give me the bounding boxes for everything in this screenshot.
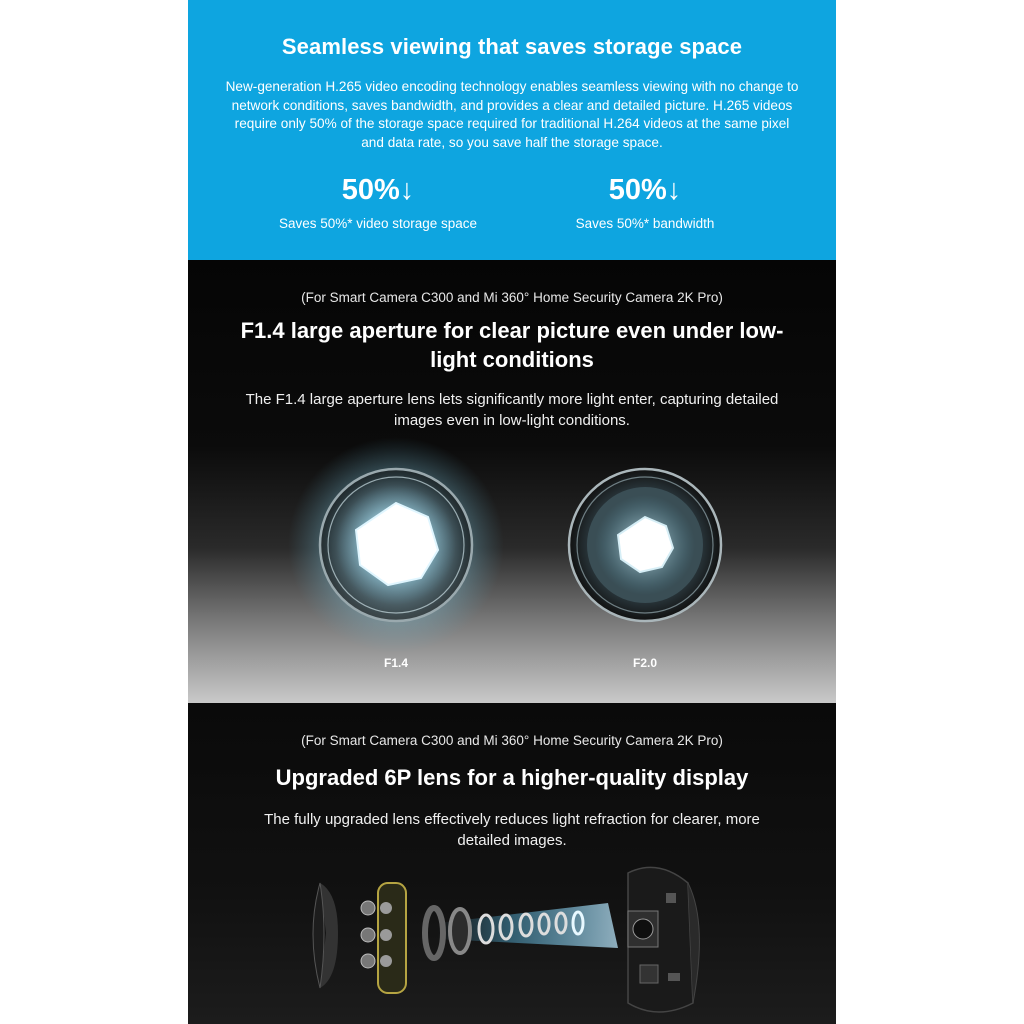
lens-title: Upgraded 6P lens for a higher-quality display (275, 765, 749, 790)
f20-lens-label: F2.0 (632, 656, 657, 670)
lens-section (188, 703, 836, 1024)
bandwidth-stat-label: Saves 50%* bandwidth (575, 216, 715, 231)
aperture-section (188, 260, 836, 703)
f14-lens-icon (288, 437, 504, 653)
aperture-description: The F1.4 large aperture lens lets significantly more light enter, capturing detailed images even in low-light conditions. (245, 391, 779, 429)
lens-barrel-icon (450, 909, 470, 953)
front-cover-icon (313, 883, 338, 988)
f20-lens-icon (569, 469, 721, 621)
circuit-board-icon (628, 867, 699, 1012)
storage-stat-value: 50%↓ (341, 174, 415, 206)
aperture-title: F1.4 large aperture for clear picture even under low-light conditions (240, 318, 784, 372)
aperture-applicability-note: (For Smart Camera C300 and Mi 360° Home Security Camera 2K Pro) (301, 290, 723, 305)
aperture-comparison-illustration (188, 435, 836, 655)
bandwidth-stat (515, 172, 775, 231)
f14-lens-label: F1.4 (383, 656, 408, 670)
storage-stat (248, 172, 508, 231)
storage-description: New-generation H.265 video encoding technology enables seamless viewing with no change to network conditions, saves bandwidth, and provides a clear and detailed picture. H.265 videos require only 50% of the storage space required for traditional H.264 videos at the same pixel and data rate, so you save half the storage space. (225, 79, 799, 150)
ir-board-icon (361, 883, 406, 993)
lens-applicability-note: (For Smart Camera C300 and Mi 360° Home Security Camera 2K Pro) (301, 733, 723, 748)
storage-section (188, 0, 836, 260)
bandwidth-stat-value: 50%↓ (608, 174, 682, 206)
storage-stat-label: Saves 50%* video storage space (278, 216, 478, 231)
lens-ring-icon (425, 908, 443, 958)
storage-title: Seamless viewing that saves storage space (281, 34, 743, 59)
exploded-lens-illustration (188, 853, 836, 1024)
product-page (188, 0, 836, 1024)
lens-description: The fully upgraded lens effectively reduces light refraction for clearer, more detailed images. (264, 811, 760, 849)
